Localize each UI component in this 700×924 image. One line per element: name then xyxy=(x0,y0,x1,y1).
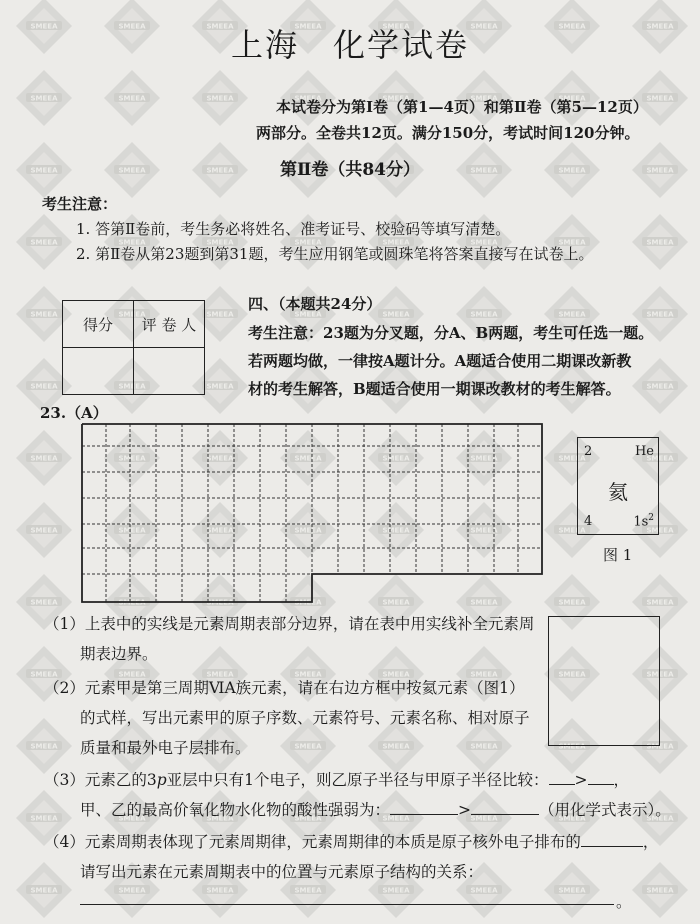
score-table xyxy=(62,300,205,395)
element-answer-box[interactable] xyxy=(548,616,660,746)
sub-question-4-line-2: 请写出元素在元素周期表中的位置与元素原子结构的关系： xyxy=(80,863,484,881)
electron-configuration: $1s^2$ xyxy=(633,512,654,529)
element-name: 氦 xyxy=(608,480,628,504)
sub-question-4-line-1: （4）元素周期表体现了元素周期律，元素周期律的本质是原子核外电子排布的 ， xyxy=(44,833,659,851)
sub-question-2-line-1: （2）元素甲是第三周期ⅥA族元素，请在右边方框中按氦元素（图1） xyxy=(44,679,525,697)
intro-line-2: 两部分。全卷共12页。满分150分，考试时间120分钟。 xyxy=(256,124,640,142)
intro-line-1: 本试卷分为第Ⅰ卷（第1—4页）和第Ⅱ卷（第5—12页） xyxy=(276,98,648,116)
notice-item-1: 1. 答第Ⅱ卷前，考生务必将姓名、准考证号、校验码等填写清楚。 xyxy=(76,220,511,238)
periodic-table-grid[interactable] xyxy=(78,420,548,604)
page-title: 上海 化学试卷 xyxy=(230,26,469,64)
radius-blank-1[interactable] xyxy=(549,770,575,785)
relationship-blank-line[interactable]: 。 xyxy=(80,890,620,906)
element-row-number: 4 xyxy=(584,514,593,529)
notice-item-2: 2. 第Ⅱ卷从第23题到第31题，考生应用钢笔或圆珠笔将答案直接写在试卷上。 xyxy=(76,245,594,263)
part4-line-2: 若两题均做，一律按A题计分。A题适合使用二期课改新教 xyxy=(248,352,632,370)
notice-label: 考生注意： xyxy=(42,195,118,213)
acid-blank-2[interactable] xyxy=(471,800,539,815)
sub-question-2-line-2: 的式样，写出元素甲的原子序数、元素符号、元素名称、相对原子 xyxy=(80,709,530,727)
sub-question-1-line-2: 期表边界。 xyxy=(80,645,158,663)
part4-line-3: 材的考生解答，B题适合使用一期课改教材的考生解答。 xyxy=(248,380,621,398)
element-symbol: He xyxy=(634,444,654,459)
part4-heading: 四、（本题共24分） xyxy=(248,295,382,313)
grader-cell[interactable] xyxy=(134,348,205,395)
question-23-label: 23.（A） xyxy=(40,404,108,422)
atomic-number: 2 xyxy=(584,444,593,459)
acid-blank-1[interactable] xyxy=(390,800,458,815)
sub-question-1-line-1: （1）上表中的实线是元素周期表部分边界，请在表中用实线补全元素周 xyxy=(44,615,535,633)
grader-header: 评 卷 人 xyxy=(134,301,205,348)
sub-question-3-line-2: 甲、乙的最高价氧化物水化物的酸性强弱为： > （用化学式表示）。 xyxy=(80,801,671,819)
radius-blank-2[interactable] xyxy=(588,770,614,785)
score-cell[interactable] xyxy=(63,348,134,395)
score-header: 得分 xyxy=(63,301,134,348)
element-card-helium xyxy=(577,437,659,535)
figure-1-caption: 图 1 xyxy=(603,546,633,564)
essence-blank[interactable] xyxy=(581,832,643,847)
sub-question-3-line-1: （3）元素乙的3p亚层中只有1个电子，则乙原子半径与甲原子半径比较： > ， xyxy=(44,771,630,789)
sub-question-2-line-3: 质量和最外电子层排布。 xyxy=(80,739,251,757)
part4-line-1: 考生注意：23题为分叉题，分A、B两题，考生可任选一题。 xyxy=(248,324,654,342)
section-heading: 第Ⅱ卷（共84分） xyxy=(280,160,420,180)
